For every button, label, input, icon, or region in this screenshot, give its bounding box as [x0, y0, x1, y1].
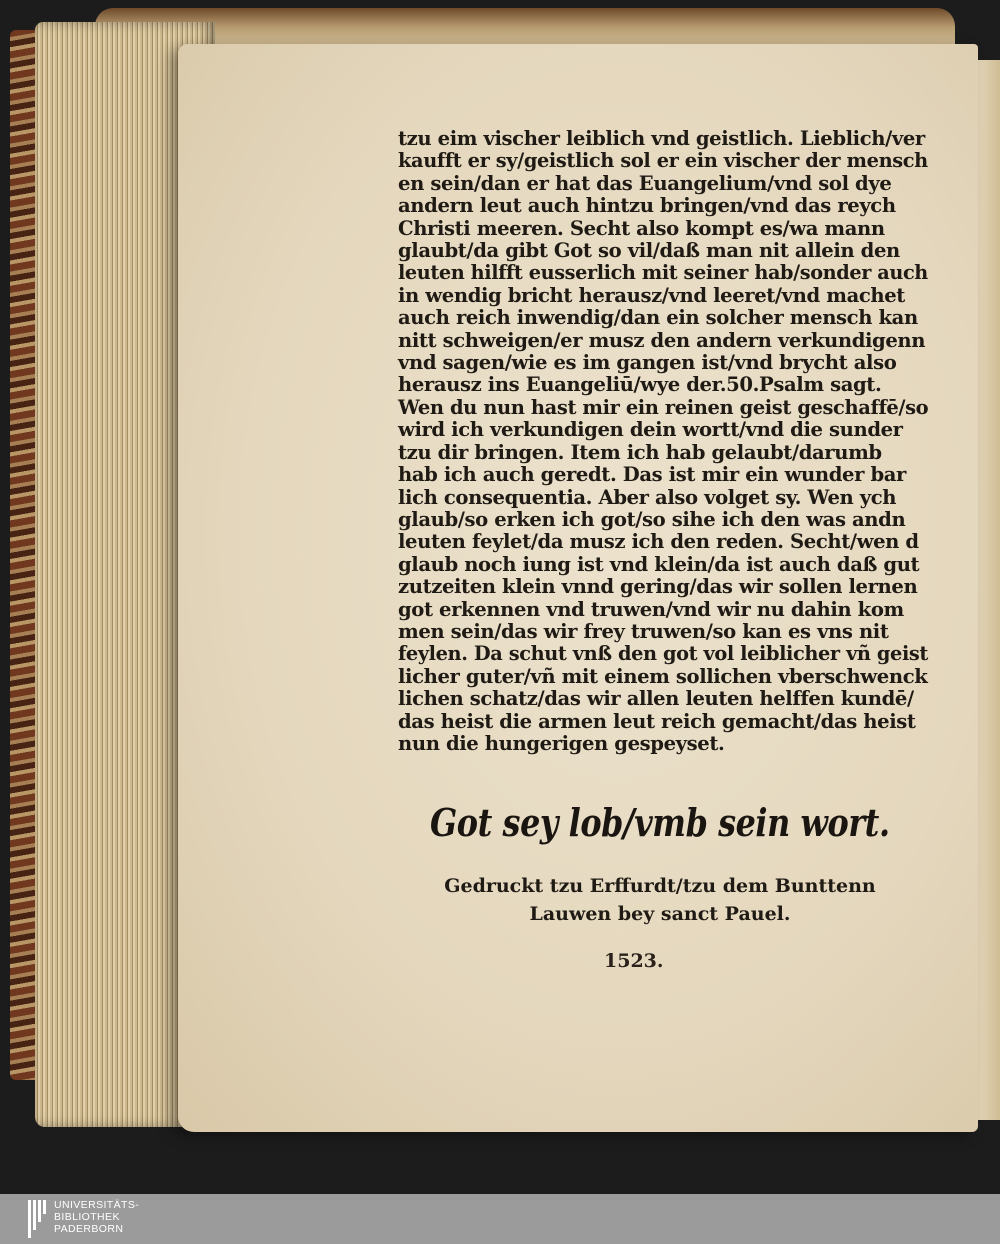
colophon-line: Gedruckt tzu Erffurdt/tzu dem Bunttenn — [444, 875, 876, 897]
text-line: en sein/dan er hat das Euangelium/vnd sol dye — [398, 171, 892, 195]
print-year: 1523. — [604, 950, 664, 972]
library-footer — [0, 1194, 1000, 1244]
text-line: glaub noch iung ist vnd klein/da ist auch daß gut — [398, 552, 920, 576]
text-line: nitt schweigen/er musz den andern verkundigenn — [398, 328, 926, 352]
text-line: hab ich auch geredt. Das ist mir ein wunder bar — [398, 463, 906, 487]
text-line: glaubt/da gibt Got so vil/daß man nit allein den — [398, 239, 900, 263]
text-line: vnd sagen/wie es im gangen ist/vnd brycht also — [398, 351, 897, 375]
text-line: leuten feylet/da musz ich den reden. Secht/wen d — [398, 530, 919, 554]
text-line: tzu dir bringen. Item ich hab gelaubt/darumb — [398, 440, 882, 464]
text-line: in wendig bricht herausz/vnd leeret/vnd machet — [398, 283, 905, 307]
logo-line: PADERBORN — [54, 1223, 124, 1235]
library-logo-icon — [28, 1200, 48, 1238]
logo-line: BIBLIOTHEK — [54, 1211, 120, 1223]
text-line: wird ich verkundigen dein wortt/vnd die sunder — [398, 418, 903, 442]
text-line: Wen du nun hast mir ein reinen geist geschaffē/so — [398, 395, 929, 419]
colophon-line: Lauwen bey sanct Pauel. — [529, 903, 791, 925]
text-line: licher guter/vñ mit einem sollichen vberschwenck — [398, 664, 928, 688]
text-line: zutzeiten klein vnnd gering/das wir sollen lernen — [398, 575, 918, 599]
text-line: lichen schatz/das wir allen leuten helffen kundē/ — [398, 687, 914, 711]
text-line: tzu eim vischer leiblich vnd geistlich. Lieblich/ver — [398, 127, 925, 150]
text-line: das heist die armen leut reich gemacht/das heist — [398, 709, 916, 733]
text-line: andern leut auch hintzu bringen/vnd das reych — [398, 194, 896, 218]
library-logo-text — [54, 1199, 139, 1235]
body-text — [398, 128, 928, 755]
text-line: kaufft er sy/geistlich sol er ein vischer der mensch — [398, 149, 928, 173]
text-line: Christi meeren. Secht also kompt es/wa mann — [398, 216, 885, 240]
text-line: glaub/so erken ich got/so sihe ich den was andn — [398, 507, 906, 531]
text-line: lich consequentia. Aber also volget sy. Wen ych — [398, 485, 897, 509]
text-line: got erkennen vnd truwen/vnd wir nu dahin kom — [398, 597, 904, 621]
text-line: men sein/das wir frey truwen/so kan es vns nit — [398, 619, 889, 643]
text-line: auch reich inwendig/dan ein solcher mensch kan — [398, 306, 918, 330]
logo-line: UNIVERSITÄTS- — [54, 1199, 140, 1211]
text-line: herausz ins Euangeliū/wye der.50.Psalm sagt. — [398, 373, 882, 397]
text-line: leuten hilfft eusserlich mit seiner hab/sonder auch — [398, 261, 928, 285]
colophon — [430, 872, 890, 928]
closing-line: Got sey lob/vmb sein wort. — [430, 800, 890, 845]
text-line: feylen. Da schut vnß den got vol leiblicher vñ geist — [398, 642, 928, 666]
text-line: nun die hungerigen gespeyset. — [398, 731, 725, 755]
